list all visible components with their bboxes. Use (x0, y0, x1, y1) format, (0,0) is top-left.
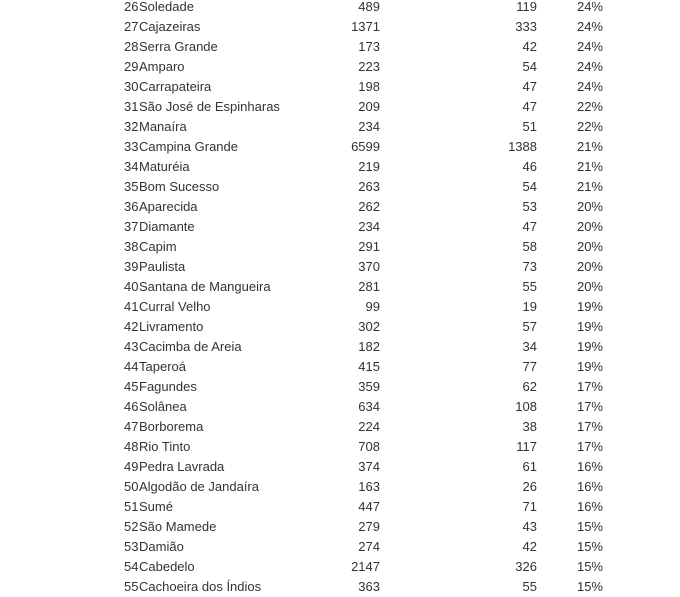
rank-cell: 39 (124, 259, 139, 274)
partial-value-cell: 38 (522, 419, 537, 434)
percent-cell: 20% (576, 199, 603, 214)
percent-cell: 19% (576, 319, 603, 334)
total-value-cell: 198 (358, 79, 380, 94)
city-name-cell: Borborema (139, 419, 204, 434)
rank-cell: 47 (124, 419, 139, 434)
percent-cell: 21% (576, 139, 603, 154)
total-value-cell: 359 (358, 379, 380, 394)
partial-value-cell: 326 (515, 559, 537, 574)
partial-value-cell: 34 (522, 339, 537, 354)
rank-cell: 33 (124, 139, 139, 154)
rank-cell: 50 (124, 479, 139, 494)
city-name-cell: Soledade (139, 0, 194, 14)
city-name-cell: Algodão de Jandaíra (139, 479, 259, 494)
city-name-cell: Curral Velho (139, 299, 211, 314)
rank-cell: 52 (124, 519, 139, 534)
partial-value-cell: 54 (522, 59, 537, 74)
percent-cell: 22% (576, 99, 603, 114)
percent-cell: 15% (576, 579, 603, 594)
city-name-cell: Bom Sucesso (139, 179, 220, 194)
total-value-cell: 223 (358, 59, 380, 74)
rank-cell: 31 (124, 99, 139, 114)
partial-value-cell: 51 (522, 119, 537, 134)
rank-cell: 40 (124, 279, 139, 294)
rank-cell: 27 (124, 19, 139, 34)
partial-value-cell: 61 (522, 459, 537, 474)
rank-cell: 36 (124, 199, 139, 214)
partial-value-cell: 62 (522, 379, 537, 394)
total-value-cell: 281 (358, 279, 380, 294)
percent-cell: 21% (576, 179, 603, 194)
total-value-cell: 182 (358, 339, 380, 354)
percent-cell: 21% (576, 159, 603, 174)
rank-cell: 45 (124, 379, 139, 394)
rank-cell: 41 (124, 299, 139, 314)
table-row (124, 17, 603, 37)
table-row (124, 437, 603, 457)
partial-value-cell: 55 (522, 579, 537, 594)
city-name-cell: Cacimba de Areia (139, 339, 242, 354)
total-value-cell: 291 (358, 239, 380, 254)
city-name-cell: Campina Grande (139, 139, 238, 154)
table-row (124, 557, 603, 577)
partial-value-cell: 42 (522, 39, 537, 54)
table-row (124, 317, 603, 337)
total-value-cell: 708 (358, 439, 380, 454)
total-value-cell: 234 (358, 119, 380, 134)
total-value-cell: 274 (358, 539, 380, 554)
table-row (124, 97, 603, 117)
city-name-cell: Paulista (139, 259, 186, 274)
percent-cell: 24% (576, 39, 603, 54)
total-value-cell: 374 (358, 459, 380, 474)
rank-cell: 44 (124, 359, 139, 374)
total-value-cell: 2147 (351, 559, 380, 574)
table-row (124, 457, 603, 477)
percent-cell: 17% (576, 399, 603, 414)
table-row (124, 577, 603, 597)
rank-cell: 46 (124, 399, 139, 414)
percent-cell: 24% (576, 19, 603, 34)
table-row (124, 477, 603, 497)
table-row (124, 337, 603, 357)
partial-value-cell: 108 (515, 399, 537, 414)
table-row (124, 357, 603, 377)
city-name-cell: Diamante (139, 219, 195, 234)
partial-value-cell: 47 (522, 219, 537, 234)
city-name-cell: Manaíra (139, 119, 187, 134)
percent-cell: 20% (576, 239, 603, 254)
city-name-cell: Cachoeira dos Índios (139, 579, 262, 594)
table-row (124, 237, 603, 257)
percent-cell: 24% (576, 79, 603, 94)
table-row (124, 0, 603, 17)
city-name-cell: Pedra Lavrada (139, 459, 225, 474)
total-value-cell: 163 (358, 479, 380, 494)
city-name-cell: Amparo (139, 59, 185, 74)
partial-value-cell: 1388 (508, 139, 537, 154)
percent-cell: 16% (576, 459, 603, 474)
percent-cell: 20% (576, 219, 603, 234)
table-row (124, 517, 603, 537)
percent-cell: 19% (576, 339, 603, 354)
percent-cell: 19% (576, 359, 603, 374)
city-name-cell: Fagundes (139, 379, 197, 394)
table-row (124, 197, 603, 217)
rank-cell: 34 (124, 159, 139, 174)
table-body (124, 0, 603, 597)
total-value-cell: 6599 (351, 139, 380, 154)
percent-cell: 16% (576, 499, 603, 514)
rank-cell: 30 (124, 79, 139, 94)
partial-value-cell: 43 (522, 519, 537, 534)
city-name-cell: São Mamede (139, 519, 217, 534)
city-name-cell: Capim (139, 239, 177, 254)
table-row (124, 57, 603, 77)
rank-cell: 35 (124, 179, 139, 194)
rank-cell: 43 (124, 339, 139, 354)
rank-cell: 49 (124, 459, 139, 474)
city-name-cell: Cajazeiras (139, 19, 201, 34)
city-name-cell: Maturéia (139, 159, 190, 174)
table-row (124, 277, 603, 297)
percent-cell: 15% (576, 559, 603, 574)
table-row (124, 177, 603, 197)
city-name-cell: Santana de Mangueira (139, 279, 271, 294)
percent-cell: 16% (576, 479, 603, 494)
partial-value-cell: 47 (522, 99, 537, 114)
city-name-cell: São José de Espinharas (139, 99, 280, 114)
rank-cell: 38 (124, 239, 139, 254)
partial-value-cell: 46 (522, 159, 537, 174)
total-value-cell: 234 (358, 219, 380, 234)
city-name-cell: Carrapateira (139, 79, 212, 94)
percent-cell: 24% (576, 59, 603, 74)
table-row (124, 137, 603, 157)
city-name-cell: Livramento (139, 319, 204, 334)
percent-cell: 15% (576, 539, 603, 554)
table-row (124, 37, 603, 57)
rank-cell: 53 (124, 539, 139, 554)
partial-value-cell: 333 (515, 19, 537, 34)
partial-value-cell: 71 (522, 499, 537, 514)
city-name-cell: Taperoá (139, 359, 186, 374)
rank-cell: 29 (124, 59, 139, 74)
total-value-cell: 302 (358, 319, 380, 334)
total-value-cell: 370 (358, 259, 380, 274)
table-row (124, 217, 603, 237)
partial-value-cell: 53 (522, 199, 537, 214)
rank-cell: 37 (124, 219, 139, 234)
total-value-cell: 415 (358, 359, 380, 374)
total-value-cell: 219 (358, 159, 380, 174)
table-row (124, 297, 603, 317)
percent-cell: 17% (576, 419, 603, 434)
partial-value-cell: 55 (522, 279, 537, 294)
total-value-cell: 263 (358, 179, 380, 194)
percent-cell: 17% (576, 379, 603, 394)
table-row (124, 397, 603, 417)
rank-cell: 42 (124, 319, 139, 334)
total-value-cell: 1371 (351, 19, 380, 34)
rank-cell: 54 (124, 559, 139, 574)
percent-cell: 17% (576, 439, 603, 454)
rank-cell: 55 (124, 579, 139, 594)
rank-cell: 48 (124, 439, 139, 454)
city-name-cell: Rio Tinto (139, 439, 191, 454)
partial-value-cell: 73 (522, 259, 537, 274)
rank-cell: 32 (124, 119, 139, 134)
percent-cell: 15% (576, 519, 603, 534)
percent-cell: 24% (576, 0, 603, 14)
rank-cell: 26 (124, 0, 139, 14)
city-name-cell: Sumé (139, 499, 173, 514)
total-value-cell: 173 (358, 39, 380, 54)
percent-cell: 19% (576, 299, 603, 314)
city-name-cell: Aparecida (139, 199, 198, 214)
percent-cell: 20% (576, 259, 603, 274)
table-row (124, 417, 603, 437)
total-value-cell: 99 (365, 299, 380, 314)
total-value-cell: 363 (358, 579, 380, 594)
total-value-cell: 279 (358, 519, 380, 534)
total-value-cell: 209 (358, 99, 380, 114)
partial-value-cell: 47 (522, 79, 537, 94)
total-value-cell: 262 (358, 199, 380, 214)
table-row (124, 497, 603, 517)
percent-cell: 22% (576, 119, 603, 134)
partial-value-cell: 42 (522, 539, 537, 554)
table-row (124, 117, 603, 137)
partial-value-cell: 58 (522, 239, 537, 254)
rank-cell: 51 (124, 499, 139, 514)
table-row (124, 537, 603, 557)
partial-value-cell: 57 (522, 319, 537, 334)
partial-value-cell: 19 (522, 299, 537, 314)
city-name-cell: Solânea (139, 399, 187, 414)
partial-value-cell: 54 (522, 179, 537, 194)
total-value-cell: 489 (358, 0, 380, 14)
table-row (124, 257, 603, 277)
ranking-table (124, 0, 603, 597)
city-name-cell: Damião (139, 539, 184, 554)
percent-cell: 20% (576, 279, 603, 294)
table-row (124, 377, 603, 397)
partial-value-cell: 77 (522, 359, 537, 374)
partial-value-cell: 119 (516, 0, 537, 14)
table-row (124, 157, 603, 177)
total-value-cell: 634 (358, 399, 380, 414)
city-name-cell: Cabedelo (139, 559, 195, 574)
total-value-cell: 447 (358, 499, 380, 514)
rank-cell: 28 (124, 39, 139, 54)
city-name-cell: Serra Grande (139, 39, 218, 54)
table-row (124, 77, 603, 97)
total-value-cell: 224 (358, 419, 380, 434)
partial-value-cell: 26 (522, 479, 537, 494)
partial-value-cell: 117 (516, 439, 537, 454)
